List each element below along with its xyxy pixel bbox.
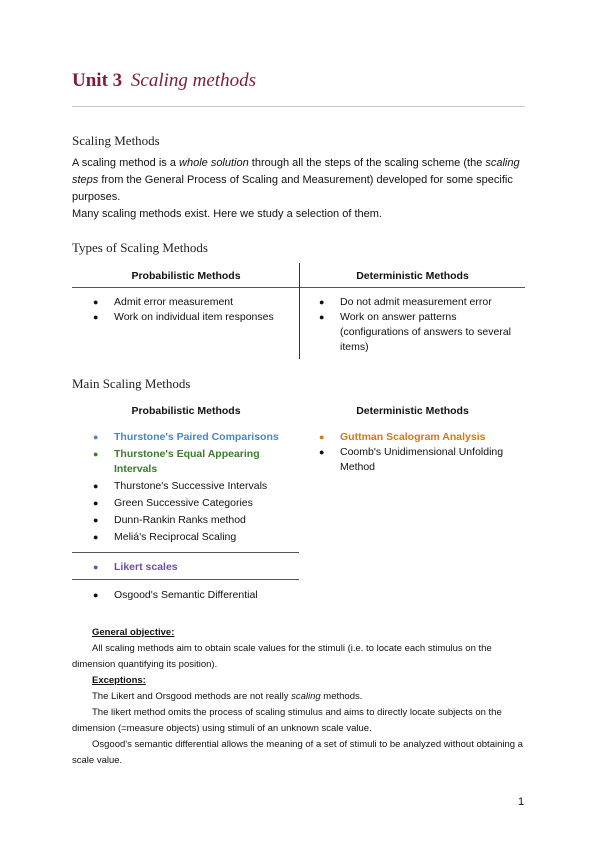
list-item: ● Admit error measurement	[92, 295, 297, 310]
main-col2-header: Deterministic Methods	[356, 405, 469, 417]
notes-section	[72, 625, 527, 769]
page-number: 1	[518, 796, 525, 808]
probabilistic-methods-list	[92, 430, 297, 545]
definition-paragraph: A scaling method is a whole solution through all the steps of the scaling scheme (the scaling steps from the General Process of Scaling and Measurement) developed for some specific purposes.	[72, 157, 520, 203]
types-probabilistic-list	[92, 295, 297, 325]
scaling-methods-intro	[72, 155, 527, 223]
list-item: ● Thurstone's Paired Comparisons	[92, 430, 297, 445]
main-methods-heading: Main Scaling Methods	[72, 376, 191, 391]
likert-list	[92, 560, 297, 575]
objective-text: All scaling methods aim to obtain scale values for the stimuli (i.e. to locate each stimulus on the dimension quantifying its position).	[72, 643, 492, 670]
selection-paragraph: Many scaling methods exist. Here we study a selection of them.	[72, 208, 382, 220]
types-deterministic-list	[318, 295, 525, 355]
objective-label: General objective:	[92, 627, 175, 638]
likert-top-divider	[72, 552, 299, 553]
unit-label: Unit 3	[72, 70, 123, 91]
exception-2: The likert method omits the process of scaling stimulus and aims to directly locate subjects on the dimension (=measure objects) using stimuli of an unknown scale value.	[72, 707, 502, 734]
unit-title: Scaling methods	[130, 70, 256, 91]
list-item: ● Likert scales	[92, 560, 297, 575]
page-title	[72, 70, 256, 92]
osgood-list	[92, 588, 297, 603]
list-item: ● Osgood's Semantic Differential	[92, 588, 297, 603]
list-item: ● Coomb's Unidimensional Unfolding Method	[318, 445, 518, 475]
types-heading: Types of Scaling Methods	[72, 240, 208, 255]
list-item: ● Do not admit measurement error	[318, 295, 525, 310]
types-col1-header: Probabilistic Methods	[131, 270, 241, 282]
list-item: ● Meliá's Reciprocal Scaling	[92, 530, 297, 545]
exception-1: The Likert and Orsgood methods are not really scaling methods.	[92, 691, 363, 702]
list-item: ● Thurstone's Equal Appearing Intervals	[92, 447, 297, 477]
types-column-divider	[299, 263, 300, 359]
list-item: ● Thurstone's Successive Intervals	[92, 479, 297, 494]
list-item: ● Guttman Scalogram Analysis	[318, 430, 518, 445]
list-item: ● Work on individual item responses	[92, 310, 297, 325]
list-item: ● Green Successive Categories	[92, 496, 297, 511]
likert-bottom-divider	[72, 579, 299, 580]
exceptions-label: Exceptions:	[92, 675, 146, 686]
list-item: ● Dunn-Rankin Ranks method	[92, 513, 297, 528]
scaling-methods-heading: Scaling Methods	[72, 133, 160, 148]
exception-3: Osgood's semantic differential allows the meaning of a set of stimuli to be analyzed without obtaining a scale value.	[72, 739, 523, 766]
deterministic-methods-list	[318, 430, 518, 475]
main-col1-header: Probabilistic Methods	[131, 405, 241, 417]
title-divider	[72, 106, 525, 107]
types-col2-header: Deterministic Methods	[356, 270, 469, 282]
list-item: ● Work on answer patterns (configurations of answers to several items)	[318, 310, 525, 355]
